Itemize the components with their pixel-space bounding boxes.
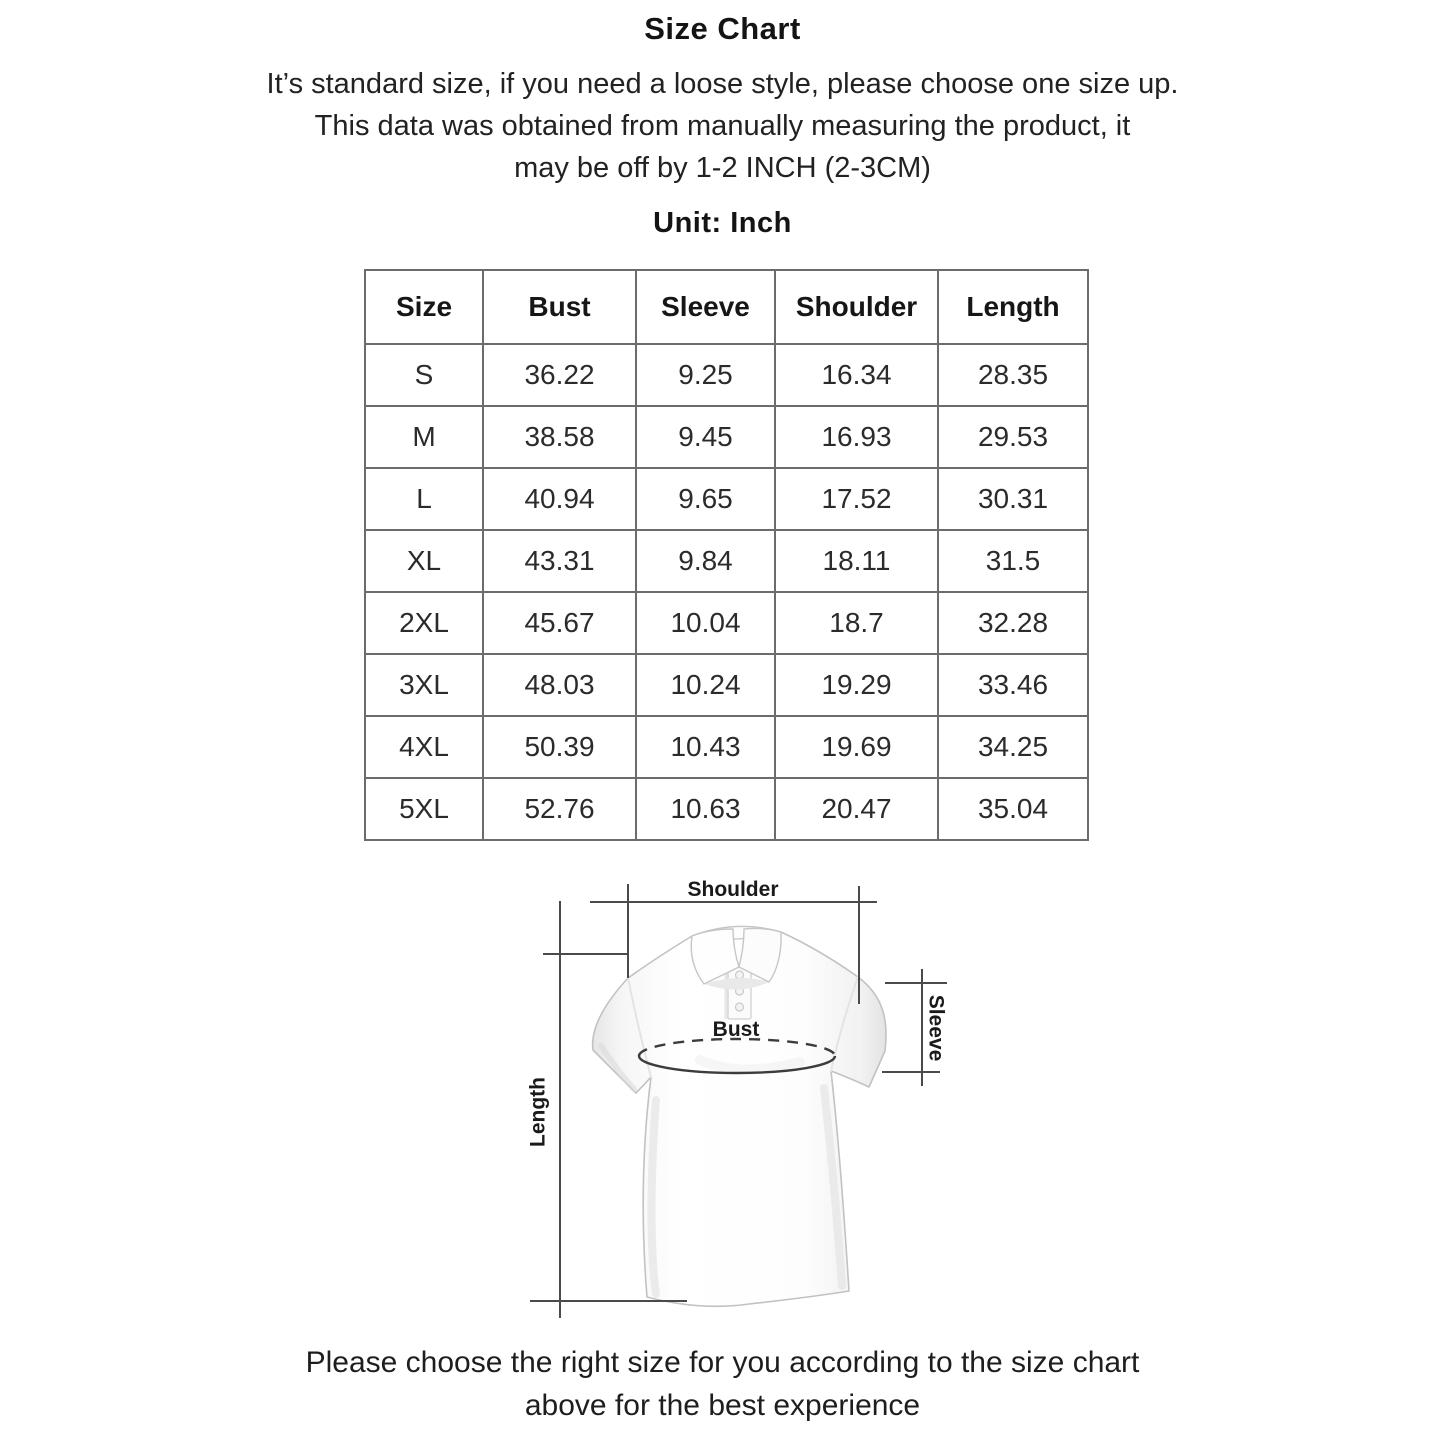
- bust-cell: 45.67: [483, 592, 636, 654]
- length-cell: 29.53: [938, 406, 1088, 468]
- sleeve-cell: 10.63: [636, 778, 775, 840]
- shoulder-cell: 19.29: [775, 654, 938, 716]
- table-row: [365, 406, 1088, 468]
- length-cell: 31.5: [938, 530, 1088, 592]
- shoulder-cell: 18.7: [775, 592, 938, 654]
- bust-cell: 52.76: [483, 778, 636, 840]
- footer-line-2: above for the best experience: [524, 1389, 921, 1422]
- length-cell: 35.04: [938, 778, 1088, 840]
- column-header-length: Length: [938, 270, 1088, 344]
- sleeve-cell: 9.25: [636, 344, 775, 406]
- shoulder-cell: 19.69: [775, 716, 938, 778]
- table-header-row: [365, 270, 1088, 344]
- footer-note: [0, 1341, 1445, 1427]
- sleeve-cell: 9.84: [636, 530, 775, 592]
- shoulder-cell: 20.47: [775, 778, 938, 840]
- shoulder-label: Shoulder: [687, 878, 779, 901]
- column-header-bust: Bust: [483, 270, 636, 344]
- size-table: [364, 269, 1089, 841]
- size-cell: XL: [365, 530, 483, 592]
- column-header-shoulder: Shoulder: [775, 270, 938, 344]
- length-cell: 33.46: [938, 654, 1088, 716]
- sleeve-cell: 9.65: [636, 468, 775, 530]
- size-cell: 5XL: [365, 778, 483, 840]
- table-row: [365, 716, 1088, 778]
- bust-cell: 40.94: [483, 468, 636, 530]
- length-cell: 32.28: [938, 592, 1088, 654]
- bust-cell: 50.39: [483, 716, 636, 778]
- table-row: [365, 778, 1088, 840]
- shoulder-cell: 18.11: [775, 530, 938, 592]
- intro-text: [0, 63, 1445, 189]
- size-table-body: [365, 344, 1088, 840]
- sleeve-cell: 9.45: [636, 406, 775, 468]
- polo-shirt-illustration: [490, 872, 970, 1327]
- size-cell: M: [365, 406, 483, 468]
- table-row: [365, 592, 1088, 654]
- collar: [691, 926, 781, 989]
- button-placket: [726, 966, 751, 1019]
- unit-heading: Unit: Inch: [653, 207, 792, 239]
- size-cell: 4XL: [365, 716, 483, 778]
- length-label: Length: [526, 1077, 550, 1147]
- bust-cell: 36.22: [483, 344, 636, 406]
- size-cell: 2XL: [365, 592, 483, 654]
- table-row: [365, 344, 1088, 406]
- intro-line-1: It’s standard size, if you need a loose style, please choose one size up.: [266, 68, 1179, 100]
- bust-cell: 43.31: [483, 530, 636, 592]
- length-cell: 28.35: [938, 344, 1088, 406]
- bust-cell: 38.58: [483, 406, 636, 468]
- footer-line-1: Please choose the right size for you according to the size chart: [305, 1346, 1140, 1379]
- length-cell: 30.31: [938, 468, 1088, 530]
- table-row: [365, 654, 1088, 716]
- size-cell: S: [365, 344, 483, 406]
- page-title: Size Chart: [644, 11, 801, 46]
- sleeve-label: Sleeve: [924, 994, 948, 1062]
- size-table-header: [365, 270, 1088, 344]
- sleeve-cell: 10.43: [636, 716, 775, 778]
- size-cell: 3XL: [365, 654, 483, 716]
- table-row: [365, 530, 1088, 592]
- length-cell: 34.25: [938, 716, 1088, 778]
- intro-line-3: may be off by 1-2 INCH (2-3CM): [514, 152, 931, 184]
- shoulder-cell: 16.93: [775, 406, 938, 468]
- size-cell: L: [365, 468, 483, 530]
- bust-cell: 48.03: [483, 654, 636, 716]
- sleeve-cell: 10.24: [636, 654, 775, 716]
- shoulder-cell: 16.34: [775, 344, 938, 406]
- shoulder-cell: 17.52: [775, 468, 938, 530]
- intro-line-2: This data was obtained from manually measuring the product, it: [314, 110, 1131, 142]
- column-header-size: Size: [365, 270, 483, 344]
- bust-label: Bust: [712, 1018, 760, 1041]
- sleeve-cell: 10.04: [636, 592, 775, 654]
- column-header-sleeve: Sleeve: [636, 270, 775, 344]
- measurement-diagram: [490, 872, 970, 1327]
- table-row: [365, 468, 1088, 530]
